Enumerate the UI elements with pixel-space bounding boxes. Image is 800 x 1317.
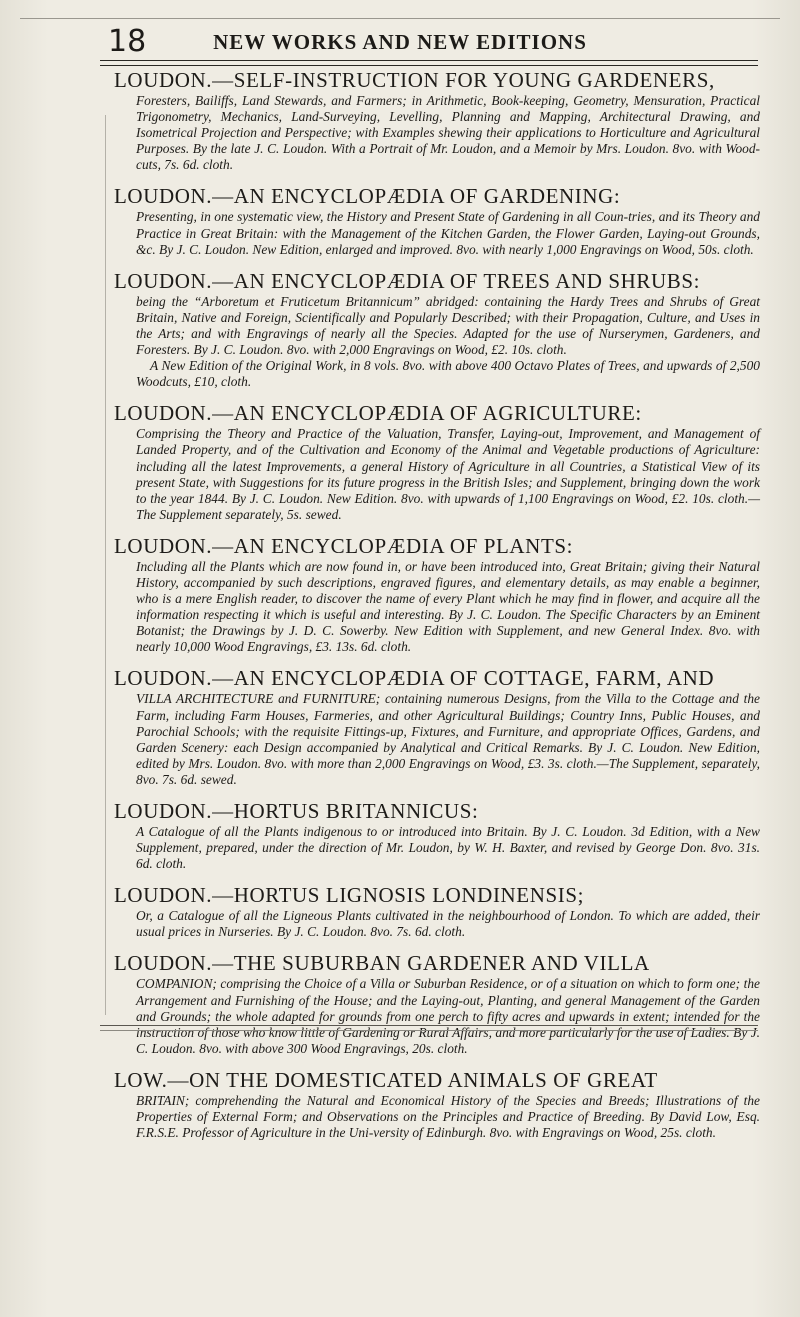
entry-description (136, 294, 760, 391)
top-edge-rule (20, 18, 780, 19)
catalogue-entry (100, 799, 760, 872)
entry-title: LOUDON.—HORTUS BRITANNICUS: (114, 799, 479, 823)
running-head: NEW WORKS AND NEW EDITIONS (213, 30, 587, 54)
catalogue-entry (100, 1068, 760, 1141)
header-double-rule (100, 60, 758, 66)
entry-paragraph: A Catalogue of all the Plants indigenous to or introduced into Britain. By J. C. Loudon. 3d Edition, with a New Supplement, prepared, under the direction of Mr. Loudon, by W. H. Baxter, and revised by George Don. 8vo. 31s. 6d. cloth. (136, 824, 760, 872)
catalogue-entry (100, 68, 760, 173)
entry-description (136, 1093, 760, 1141)
page-number: 18 (108, 24, 147, 59)
entry-paragraph: Presenting, in one systematic view, the History and Present State of Gardening in all Coun-tries, and its Theory and Practice in Great Britain: with the Management of the Kitchen Garden, the Flower Garden, Laying-out Grounds, &c. By J. C. Loudon. New Edition, enlarged and improved. 8vo. with nearly 1,000 Engravings on Wood, 50s. cloth. (136, 209, 760, 257)
entry-paragraph: COMPANION; comprising the Choice of a Villa or Suburban Residence, or of a situation on which to form one; the Arrangement and Furnishing of the House; and the Laying-out, Planting, and general Management of the Garden and Grounds; the whole adapted for grounds from one perch to fifty acres and upwards in extent; intended for the instruction of those who know little of Gardening or Rural Affairs, and more particularly for the use of Ladies. By J. C. Loudon. 8vo. with above 300 Wood Engravings, 20s. cloth. (136, 976, 760, 1056)
entry-paragraph: being the “Arboretum et Fruticetum Britannicum” abridged: containing the Hardy Trees and Shrubs of Great Britain, Native and Foreign, Scientifically and Popularly Described; with their Propagation, Culture, and Uses in the Arts; and with Engravings of nearly all the Species. Adapted for the use of Nurserymen, Gardeners, and Foresters. By J. C. Loudon. 8vo. with 2,000 Engravings on Wood, £2. 10s. cloth. (136, 293, 760, 358)
catalogue-entry (100, 269, 760, 391)
entry-description (136, 93, 760, 173)
entry-description (136, 209, 760, 257)
entry-paragraph: BRITAIN; comprehending the Natural and Economical History of the Species and Breeds; Illustrations of the Properties of External Form; and Observations on the Principles and Practice of Breeding. By David Low, Esq. F.R.S.E. Professor of Agriculture in the Uni-versity of Edinburgh. 8vo. with Engravings on Wood, 25s. cloth. (136, 1092, 760, 1141)
entry-description (136, 426, 760, 523)
catalogue-entry (100, 951, 760, 1056)
catalogue-entries (100, 68, 760, 1152)
entry-description (136, 559, 760, 656)
entry-title: LOUDON.—AN ENCYCLOPÆDIA OF TREES AND SHRUBS: (114, 268, 701, 293)
catalogue-entry (100, 184, 760, 257)
entry-paragraph: Foresters, Bailiffs, Land Stewards, and Farmers; in Arithmetic, Book-keeping, Geometry, Mensuration, Practical Trigonometry, Mechanics, Land-Surveying, Levelling, Planning and Mapping, Architectural Drawing, and Isometrical Projection and Perspective; with Examples shewing their applications to Horticulture and Agricultural Purposes. By the late J. C. Loudon. With a Portrait of Mr. Loudon, and a Memoir by Mrs. Loudon. 8vo. with Wood-cuts, 7s. 6d. cloth. (136, 93, 760, 173)
footer-double-rule (100, 1025, 758, 1031)
catalogue-entry (100, 534, 760, 656)
entry-title: LOUDON.—AN ENCYCLOPÆDIA OF COTTAGE, FARM, AND (114, 666, 715, 691)
entry-paragraph: Or, a Catalogue of all the Ligneous Plants cultivated in the neighbourhood of London. To which are added, their usual prices in Nurseries. By J. C. Loudon. 8vo. 7s. 6d. cloth. (136, 908, 760, 940)
entry-paragraph: Comprising the Theory and Practice of the Valuation, Transfer, Laying-out, Improvement, and Management of Landed Property, and of the Cultivation and Economy of the Animal and Vegetable productions of Agriculture: including all the latest Improvements, a general History of Agriculture in all Countries, a Statistical View of its present State, with Suggestions for its future progress in the British Isles; and Supplement, bringing down the work to the year 1844. By J. C. Loudon. New Edition. 8vo. with upwards of 1,100 Engravings on Wood, £2. 10s. cloth.—The Supplement separately, 5s. sewed. (136, 426, 760, 522)
entry-paragraph: A New Edition of the Original Work, in 8 vols. 8vo. with above 400 Octavo Plates of Trees, and upwards of 2,500 Woodcuts, £10, cloth. (136, 358, 760, 390)
entry-description (136, 908, 760, 940)
catalogue-entry (100, 666, 760, 788)
catalogue-entry (100, 401, 760, 523)
entry-title: LOUDON.—HORTUS LIGNOSIS LONDINENSIS; (114, 883, 585, 908)
entry-title: LOUDON.—THE SUBURBAN GARDENER AND VILLA (114, 951, 650, 976)
entry-title: LOUDON.—AN ENCYCLOPÆDIA OF GARDENING: (114, 184, 621, 209)
entry-title: LOUDON.—SELF-INSTRUCTION FOR YOUNG GARDENERS, (114, 68, 715, 92)
entry-title: LOUDON.—AN ENCYCLOPÆDIA OF PLANTS: (114, 533, 574, 558)
entry-paragraph: Including all the Plants which are now found in, or have been introduced into, Great Britain; giving their Natural History, accompanied by such descriptions, engraved figures, and elementary details, as may enable a beginner, who is a mere English reader, to discover the name of every Plant which he may find in flower, and acquire all the information respecting it which is useful and interesting. By J. C. Loudon. The Specific Characters by an Eminent Botanist; the Drawings by J. D. C. Sowerby. New Edition with Supplement, and new General Index. 8vo. with nearly 10,000 Wood Engravings, £3. 13s. 6d. cloth. (136, 558, 760, 655)
entry-description (136, 691, 760, 788)
entry-paragraph: VILLA ARCHITECTURE and FURNITURE; containing numerous Designs, from the Villa to the Cottage and the Farm, including Farm Houses, Farmeries, and other Agricultural Buildings; Country Inns, Public Houses, and Parochial Schools; with the requisite Fittings-up, Fixtures, and Furniture, and appropriate Offices, Gardens, and Garden Scenery: each Design accompanied by Analytical and Critical Remarks. By J. C. Loudon. New Edition, edited by Mrs. Loudon. 8vo. with more than 2,000 Engravings on Wood, £3. 3s. cloth.—The Supplement, separately, 8vo. 7s. 6d. sewed. (136, 691, 760, 787)
entry-title: LOW.—ON THE DOMESTICATED ANIMALS OF GREAT (114, 1067, 658, 1092)
entry-description (136, 976, 760, 1056)
page-header (0, 20, 800, 64)
entry-description (136, 824, 760, 872)
entry-title: LOUDON.—AN ENCYCLOPÆDIA OF AGRICULTURE: (114, 401, 642, 426)
catalogue-entry (100, 883, 760, 940)
